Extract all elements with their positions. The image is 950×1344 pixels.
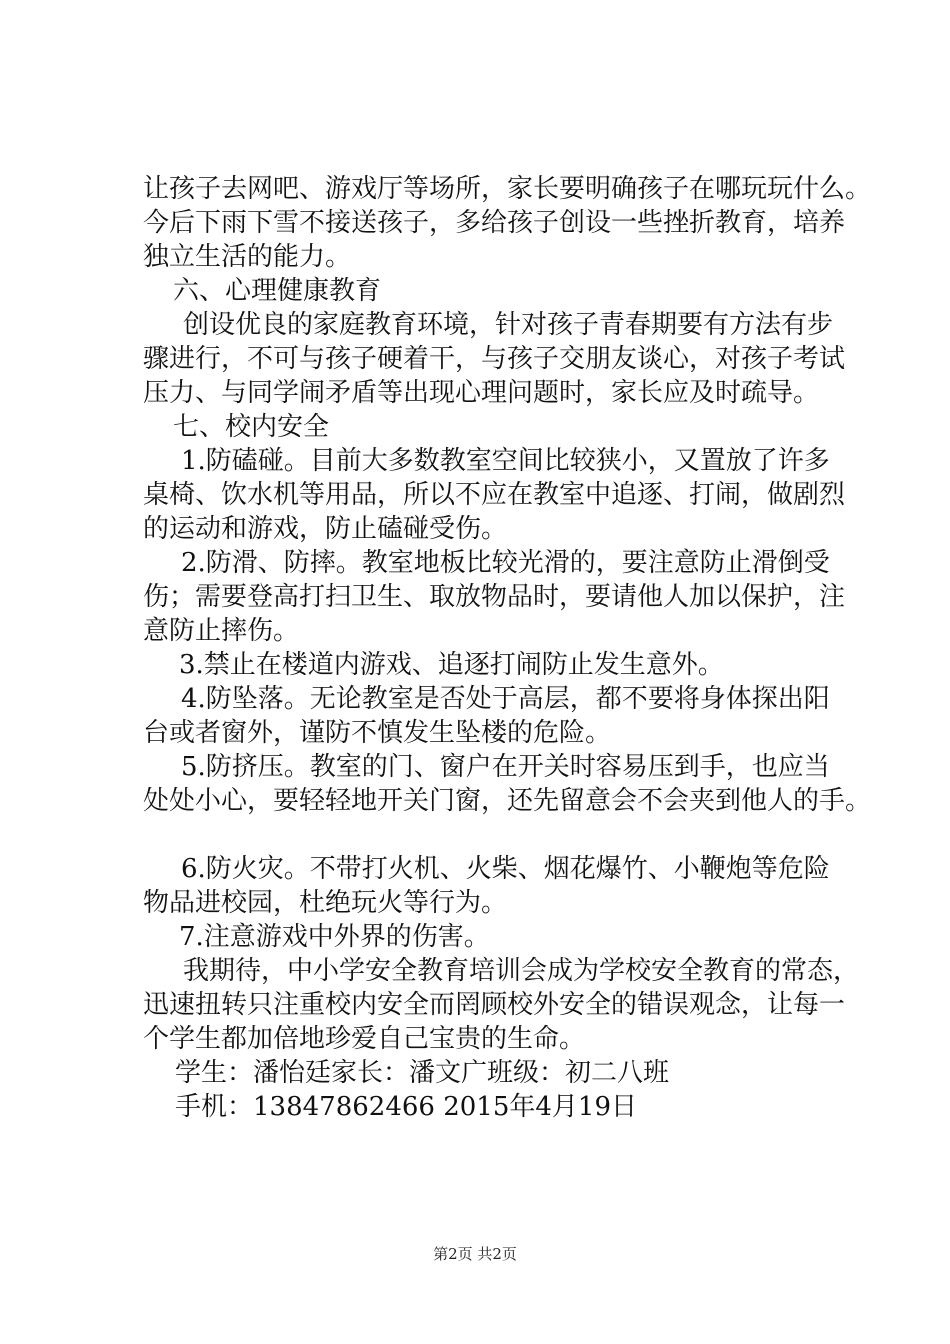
text-line: 台或者窗外，谨防不慎发生坠楼的危险。 bbox=[143, 718, 612, 748]
text-line: 压力、与同学闹矛盾等出现心理问题时，家长应及时疏导。 bbox=[143, 378, 820, 408]
section-heading: 七、校内安全 bbox=[173, 412, 330, 442]
text-line: 3.禁止在楼道内游戏、追逐打闹防止发生意外。 bbox=[179, 650, 724, 680]
text-line: 独立生活的能力。 bbox=[143, 242, 352, 272]
text-line: 迅速扭转只注重校内安全而罔顾校外安全的错误观念，让每一 bbox=[143, 990, 846, 1020]
text-line: 物品进校园，杜绝玩火等行为。 bbox=[143, 888, 508, 918]
text-line: 6.防火灾。不带打火机、火柴、烟花爆竹、小鞭炮等危险 bbox=[181, 854, 830, 884]
text-line: 我期待，中小学安全教育培训会成为学校安全教育的常态， bbox=[183, 956, 860, 986]
text-line: 4.防坠落。无论教室是否处于高层，都不要将身体探出阳 bbox=[181, 684, 830, 714]
page-number: 第2页 共2页 bbox=[433, 1245, 517, 1263]
contact-date-line: 手机：13847862466 2015年4月19日 bbox=[175, 1092, 638, 1122]
text-line: 桌椅、饮水机等用品，所以不应在教室中追逐、打闹，做剧烈 bbox=[143, 480, 846, 510]
text-line: 今后下雨下雪不接送孩子，多给孩子创设一些挫折教育，培养 bbox=[143, 208, 846, 238]
text-line: 创设优良的家庭教育环境，针对孩子青春期要有方法有步 bbox=[183, 310, 834, 340]
text-line: 7.注意游戏中外界的伤害。 bbox=[179, 922, 490, 952]
text-line: 2.防滑、防摔。教室地板比较光滑的，要注意防止滑倒受 bbox=[181, 548, 830, 578]
text-line: 个学生都加倍地珍爱自己宝贵的生命。 bbox=[143, 1024, 586, 1054]
section-heading: 六、心理健康教育 bbox=[173, 276, 382, 306]
text-line: 5.防挤压。教室的门、窗户在开关时容易压到手，也应当 bbox=[181, 752, 830, 782]
signature-line: 学生：潘怡廷家长：潘文广班级：初二八班 bbox=[175, 1058, 670, 1088]
text-line: 1.防磕碰。目前大多数教室空间比较狭小，又置放了许多 bbox=[181, 446, 830, 476]
text-line: 骤进行，不可与孩子硬着干，与孩子交朋友谈心，对孩子考试 bbox=[143, 344, 846, 374]
text-line: 的运动和游戏，防止磕碰受伤。 bbox=[143, 514, 508, 544]
text-line: 意防止摔伤。 bbox=[143, 616, 300, 646]
text-line: 让孩子去网吧、游戏厅等场所，家长要明确孩子在哪玩玩什么。 bbox=[143, 174, 872, 204]
text-line: 处处小心，要轻轻地开关门窗，还先留意会不会夹到他人的手。 bbox=[143, 786, 872, 816]
text-line: 伤；需要登高打扫卫生、取放物品时，要请他人加以保护，注 bbox=[143, 582, 846, 612]
